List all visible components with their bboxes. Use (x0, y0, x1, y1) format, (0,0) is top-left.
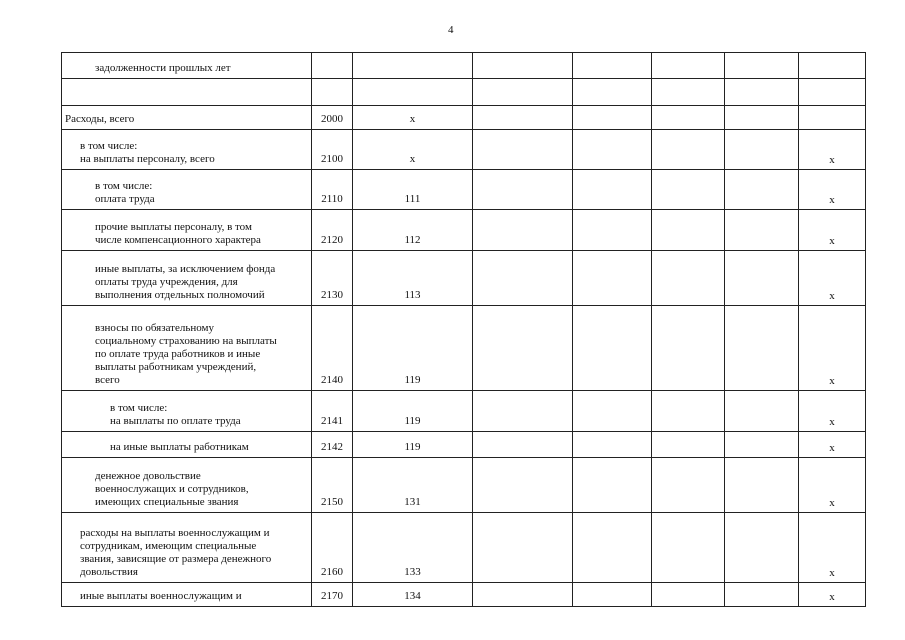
empty-value-cell (573, 513, 652, 583)
row-last-column-value: x (799, 583, 866, 607)
empty-value-cell (573, 391, 652, 432)
empty-value-cell (725, 79, 799, 106)
empty-value-cell (573, 458, 652, 513)
row-last-column-value: x (799, 170, 866, 210)
empty-value-cell (652, 79, 725, 106)
empty-value-cell (573, 106, 652, 130)
table-row (62, 130, 866, 170)
row-label-cell (62, 391, 312, 432)
row-classification-code: 112 (353, 210, 473, 251)
empty-value-cell (652, 583, 725, 607)
empty-value-cell (473, 106, 573, 130)
empty-value-cell (725, 210, 799, 251)
empty-value-cell (725, 432, 799, 458)
page-number: 4 (448, 24, 454, 36)
empty-value-cell (573, 170, 652, 210)
row-classification-code: 134 (353, 583, 473, 607)
empty-value-cell (652, 53, 725, 79)
empty-value-cell (652, 458, 725, 513)
row-label: задолженности прошлых лет (95, 62, 231, 74)
row-last-column-value: x (799, 432, 866, 458)
row-label: иные выплаты, за исключением фонда оплаты труда учреждения, для выполнения отдельных полномочий (95, 263, 276, 301)
row-last-column-value (799, 106, 866, 130)
empty-value-cell (652, 130, 725, 170)
row-label-cell (62, 210, 312, 251)
row-label: в том числе: на выплаты по оплате труда (110, 402, 241, 427)
table-row (62, 391, 866, 432)
row-classification-code: 113 (353, 251, 473, 306)
empty-value-cell (725, 251, 799, 306)
empty-value-cell (473, 79, 573, 106)
row-classification-code (353, 79, 473, 106)
empty-value-cell (652, 432, 725, 458)
empty-value-cell (473, 458, 573, 513)
row-code: 2150 (312, 458, 353, 513)
empty-value-cell (652, 210, 725, 251)
row-classification-code: 111 (353, 170, 473, 210)
row-last-column-value: x (799, 306, 866, 391)
row-code: 2140 (312, 306, 353, 391)
empty-value-cell (573, 251, 652, 306)
table-row (62, 79, 866, 106)
row-label-cell (62, 513, 312, 583)
empty-value-cell (573, 53, 652, 79)
row-label-cell (62, 170, 312, 210)
row-last-column-value: x (799, 458, 866, 513)
row-classification-code: 131 (353, 458, 473, 513)
empty-value-cell (725, 391, 799, 432)
row-last-column-value: x (799, 391, 866, 432)
row-label: денежное довольствие военнослужащих и сотрудников, имеющих специальные звания (95, 470, 249, 508)
row-code: 2141 (312, 391, 353, 432)
row-label-cell (62, 583, 312, 607)
row-last-column-value: x (799, 130, 866, 170)
row-label-cell (62, 432, 312, 458)
row-code: 2000 (312, 106, 353, 130)
empty-value-cell (473, 170, 573, 210)
row-classification-code: 133 (353, 513, 473, 583)
empty-value-cell (725, 53, 799, 79)
table-row (62, 251, 866, 306)
empty-value-cell (573, 583, 652, 607)
row-last-column-value: x (799, 513, 866, 583)
empty-value-cell (473, 513, 573, 583)
row-label-cell (62, 53, 312, 79)
row-last-column-value (799, 79, 866, 106)
row-code: 2100 (312, 130, 353, 170)
row-code: 2142 (312, 432, 353, 458)
row-label-cell (62, 79, 312, 106)
empty-value-cell (473, 130, 573, 170)
table-row (62, 53, 866, 79)
empty-value-cell (652, 251, 725, 306)
row-code (312, 79, 353, 106)
row-code: 2160 (312, 513, 353, 583)
row-classification-code: 119 (353, 391, 473, 432)
table-row (62, 106, 866, 130)
empty-value-cell (725, 513, 799, 583)
empty-value-cell (473, 306, 573, 391)
row-label: прочие выплаты персоналу, в том числе компенсационного характера (95, 221, 261, 246)
row-code: 2120 (312, 210, 353, 251)
row-classification-code: 119 (353, 306, 473, 391)
row-label: Расходы, всего (65, 113, 135, 125)
row-label: в том числе: оплата труда (95, 180, 155, 205)
empty-value-cell (725, 106, 799, 130)
row-code (312, 53, 353, 79)
empty-value-cell (473, 210, 573, 251)
empty-value-cell (725, 170, 799, 210)
empty-value-cell (725, 130, 799, 170)
empty-value-cell (473, 583, 573, 607)
empty-value-cell (473, 432, 573, 458)
row-label: иные выплаты военнослужащим и (80, 590, 242, 602)
table-row (62, 583, 866, 607)
empty-value-cell (573, 130, 652, 170)
row-last-column-value: x (799, 251, 866, 306)
row-code: 2170 (312, 583, 353, 607)
row-last-column-value: x (799, 210, 866, 251)
table-row (62, 170, 866, 210)
row-classification-code: x (353, 106, 473, 130)
empty-value-cell (573, 79, 652, 106)
empty-value-cell (725, 583, 799, 607)
empty-value-cell (652, 306, 725, 391)
row-classification-code: x (353, 130, 473, 170)
row-classification-code: 119 (353, 432, 473, 458)
table-row (62, 306, 866, 391)
row-code: 2130 (312, 251, 353, 306)
empty-value-cell (652, 106, 725, 130)
row-label-cell (62, 106, 312, 130)
row-code: 2110 (312, 170, 353, 210)
row-label-cell (62, 130, 312, 170)
row-label: взносы по обязательному социальному страхованию на выплаты по оплате труда работников и иные выплаты работникам учреждений, всего (95, 322, 277, 386)
row-label-cell (62, 306, 312, 391)
table-row (62, 432, 866, 458)
table-row (62, 513, 866, 583)
empty-value-cell (473, 53, 573, 79)
row-label: расходы на выплаты военнослужащим и сотрудникам, имеющим специальные звания, зависящие от размера денежного довольствия (80, 527, 272, 578)
plan-table (61, 52, 866, 607)
empty-value-cell (573, 306, 652, 391)
row-label-cell (62, 251, 312, 306)
empty-value-cell (725, 306, 799, 391)
empty-value-cell (473, 251, 573, 306)
row-label-cell (62, 458, 312, 513)
table-row (62, 210, 866, 251)
empty-value-cell (573, 210, 652, 251)
empty-value-cell (652, 170, 725, 210)
empty-value-cell (725, 458, 799, 513)
empty-value-cell (473, 391, 573, 432)
empty-value-cell (652, 513, 725, 583)
row-label: в том числе: на выплаты персоналу, всего (80, 140, 215, 165)
empty-value-cell (573, 432, 652, 458)
row-last-column-value (799, 53, 866, 79)
empty-value-cell (652, 391, 725, 432)
table-row (62, 458, 866, 513)
row-classification-code (353, 53, 473, 79)
row-label: на иные выплаты работникам (110, 441, 249, 453)
